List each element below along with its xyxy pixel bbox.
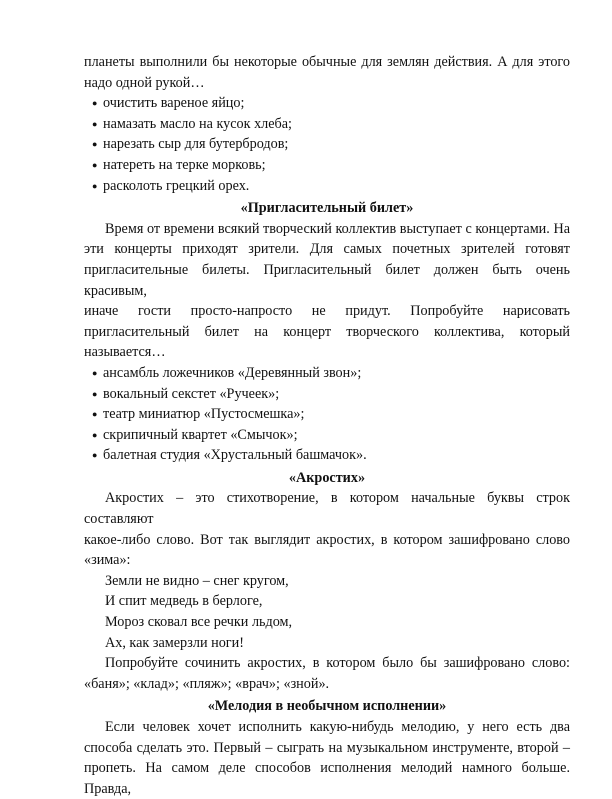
poem-line: Земли не видно – снег кругом, — [105, 572, 289, 589]
list-item: ● театр миниатюр «Пустосмешка»; — [84, 404, 570, 425]
body-line: планеты выполнили бы некоторые обычные для землян действия. А для этого — [84, 54, 570, 70]
list-item: ● очистить вареное яйцо; — [84, 93, 570, 114]
bullet-icon: ● — [92, 98, 98, 109]
list-item: ● расколоть грецкий орех. — [84, 176, 570, 197]
body-line: Если человек хочет исполнить какую-нибудь мелодию, у него есть два — [105, 719, 570, 735]
body-line: «баня»; «клад»; «пляж»; «врач»; «зной». — [84, 675, 330, 692]
poem-line: Ах, как замерзли ноги! — [105, 634, 244, 651]
bullet-icon: ● — [92, 180, 98, 191]
body-line: Попробуйте сочинить акростих, в котором было бы зашифровано слово: — [105, 655, 570, 672]
body-line: какое-либо слово. Вот так выглядит акростих, в котором зашифровано слово — [84, 531, 570, 548]
list-item: ● вокальный секстет «Ручеек»; — [84, 384, 570, 405]
bullet-icon: ● — [92, 159, 98, 170]
list-item: ● ансамбль ложечников «Деревянный звон»; — [84, 363, 570, 384]
body-line: Акростих – это стихотворение, в котором начальные буквы строк составляют — [84, 490, 570, 528]
body-line: пропеть. На самом деле способов исполнения мелодий намного больше. Правда, — [84, 760, 570, 797]
section-heading: «Акростих» — [288, 469, 366, 486]
list-item: ● нарезать сыр для бутербродов; — [84, 134, 570, 155]
body-line: Время от времени всякий творческий коллектив выступает с концертами. На — [105, 220, 570, 237]
body-line: надо одной рукой… — [84, 74, 205, 91]
body-line: пригласительный билет на концерт творческого коллектива, который — [84, 323, 570, 340]
list-item: ● намазать масло на кусок хлеба; — [84, 114, 570, 135]
body-line: «зима»: — [84, 552, 131, 569]
body-line: иначе гости просто-напросто не придут. Попробуйте нарисовать — [84, 303, 570, 320]
section-heading: «Мелодия в необычном исполнении» — [207, 698, 447, 715]
poem-line: Мороз сковал все речки льдом, — [105, 614, 293, 631]
poem-line: И спит медведь в берлоге, — [105, 593, 263, 610]
bullet-icon: ● — [92, 118, 98, 129]
invitation-list — [84, 363, 570, 466]
acrostic-poem — [84, 571, 570, 653]
section-heading: «Пригласительный билет» — [240, 200, 414, 217]
bullet-icon: ● — [92, 139, 98, 150]
bullet-icon: ● — [92, 409, 98, 420]
body-line: пригласительные билеты. Пригласительный билет должен быть очень красивым, — [84, 261, 570, 299]
bullet-icon: ● — [92, 388, 98, 399]
bullet-icon: ● — [92, 450, 98, 461]
intro-list — [84, 93, 570, 196]
list-item: ● скрипичный квартет «Смычок»; — [84, 425, 570, 446]
body-line: называется… — [84, 344, 166, 361]
body-line: эти концерты приходят зрители. Для самых почетных зрителей готовят — [84, 241, 570, 258]
body-line: способа сделать это. Первый – сыграть на музыкальном инструменте, второй – — [84, 739, 570, 756]
list-item: ● натереть на терке морковь; — [84, 155, 570, 176]
bullet-icon: ● — [92, 429, 98, 440]
list-item: ● балетная студия «Хрустальный башмачок». — [84, 445, 570, 466]
bullet-icon: ● — [92, 367, 98, 378]
